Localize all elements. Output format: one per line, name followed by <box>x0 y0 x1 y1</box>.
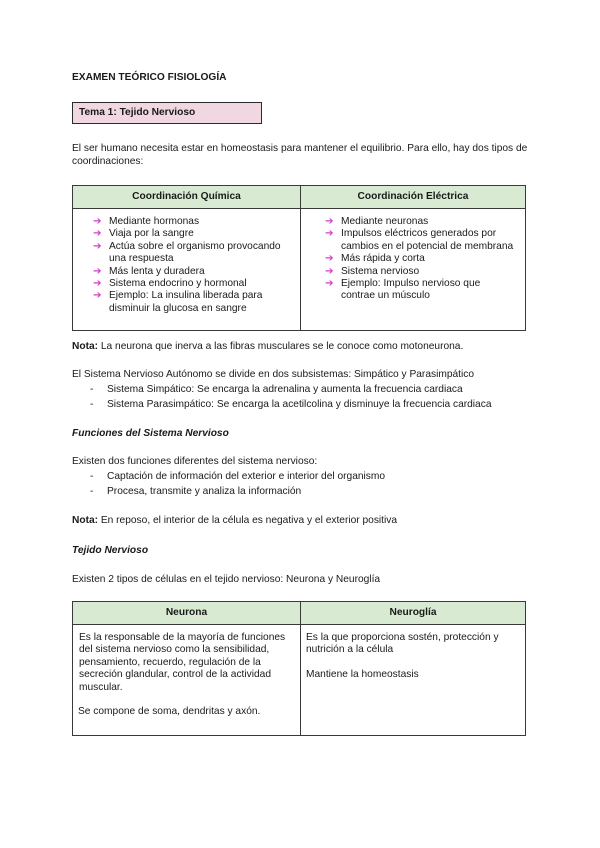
list-item: - Sistema Parasimpático: Se encarga la acetilcolina y disminuye la frecuencia cardiaca <box>90 399 492 410</box>
list-item: - Sistema Simpático: Se encarga la adrenalina y aumenta la frecuencia cardiaca <box>90 384 463 395</box>
nota-label: Nota: <box>72 515 99 526</box>
coordination-table <box>72 185 526 331</box>
tejido-paragraph: Existen 2 tipos de células en el tejido nervioso: Neurona y Neuroglía <box>72 574 381 585</box>
header-electrica: Coordinación Eléctrica <box>301 186 526 209</box>
electrica-list <box>325 216 515 303</box>
nota-motoneurona <box>72 340 528 353</box>
sna-paragraph: El Sistema Nervioso Autónomo se divide en dos subsistemas: Simpático y Parasimpático <box>72 369 475 380</box>
arrow-right-icon: ➔ <box>93 216 102 227</box>
cell-quimica <box>73 209 301 331</box>
list-item: ➔ Mediante hormonas <box>93 216 200 227</box>
list-item: ➔ Mediante neuronas <box>325 216 429 227</box>
header-neuroglia: Neuroglía <box>301 602 526 625</box>
list-item: ➔ Actúa sobre el organismo provocando una respuesta <box>93 240 281 265</box>
header-quimica: Coordinación Química <box>73 186 301 209</box>
cell-neurona <box>73 625 301 736</box>
arrow-right-icon: ➔ <box>325 265 334 277</box>
arrow-right-icon: ➔ <box>93 290 102 302</box>
list-item: ➔ Más lenta y duradera <box>93 265 205 277</box>
cell-electrica <box>301 209 526 331</box>
neuroglia-function: Mantiene la homeostasis <box>306 668 419 680</box>
nota-text: En reposo, el interior de la célula es negativa y el exterior positiva <box>100 515 398 526</box>
list-item: ➔ Ejemplo: Impulso nervioso que contrae un músculo <box>325 278 481 302</box>
funciones-paragraph: Existen dos funciones diferentes del sistema nervioso: <box>72 456 318 467</box>
neurona-composition: Se compone de soma, dendritas y axón. <box>78 706 261 718</box>
neurona-description: Es la responsable de la mayoría de funciones del sistema nervioso como la sensibilidad, pensamiento, recuerdo, regulación de la secreción glandular, control de la actividad muscular. <box>79 632 286 693</box>
list-item: ➔ Viaja por la sangre <box>93 228 194 240</box>
arrow-right-icon: ➔ <box>325 278 334 290</box>
funciones-list <box>72 469 528 499</box>
nota-reposo <box>72 514 528 527</box>
document-title: EXAMEN TEÓRICO FISIOLOGÍA <box>72 72 227 83</box>
list-item: ➔ Sistema nervioso <box>325 265 420 277</box>
arrow-right-icon: ➔ <box>325 253 334 265</box>
tejido-heading: Tejido Nervioso <box>72 545 149 556</box>
neuroglia-description: Es la que proporciona sostén, protección y nutrición a la célula <box>306 632 499 656</box>
arrow-right-icon: ➔ <box>93 240 102 252</box>
arrow-right-icon: ➔ <box>93 228 102 240</box>
nota-text: La neurona que inerva a las fibras musculares se le conoce como motoneurona. <box>100 341 464 352</box>
nota-label: Nota: <box>72 341 99 352</box>
list-item: - Captación de información del exterior e interior del organismo <box>90 471 386 482</box>
cell-neuroglia <box>301 625 526 736</box>
intro-paragraph: El ser humano necesita estar en homeostasis para mantener el equilibrio. Para ello, hay dos tipos de coordinaciones: <box>72 143 528 167</box>
list-item: ➔ Ejemplo: La insulina liberada para disminuir la glucosa en sangre <box>93 290 263 314</box>
header-neurona: Neurona <box>73 602 301 625</box>
funciones-section <box>72 455 528 499</box>
list-item: ➔ Más rápida y corta <box>325 253 425 265</box>
list-item: - Procesa, transmite y analiza la información <box>90 486 302 497</box>
arrow-right-icon: ➔ <box>93 265 102 277</box>
arrow-right-icon: ➔ <box>93 278 102 290</box>
sna-list <box>72 382 528 412</box>
list-item: ➔ Impulsos eléctricos generados por cambios en el potencial de membrana <box>325 228 514 252</box>
quimica-list <box>93 216 290 315</box>
cell-types-table <box>72 601 526 736</box>
section-tema-box: Tema 1: Tejido Nervioso <box>72 102 262 124</box>
arrow-right-icon: ➔ <box>325 216 334 227</box>
funciones-heading: Funciones del Sistema Nervioso <box>72 428 229 439</box>
list-item: ➔ Sistema endocrino y hormonal <box>93 278 247 290</box>
arrow-right-icon: ➔ <box>325 228 334 240</box>
sna-section <box>72 368 528 412</box>
